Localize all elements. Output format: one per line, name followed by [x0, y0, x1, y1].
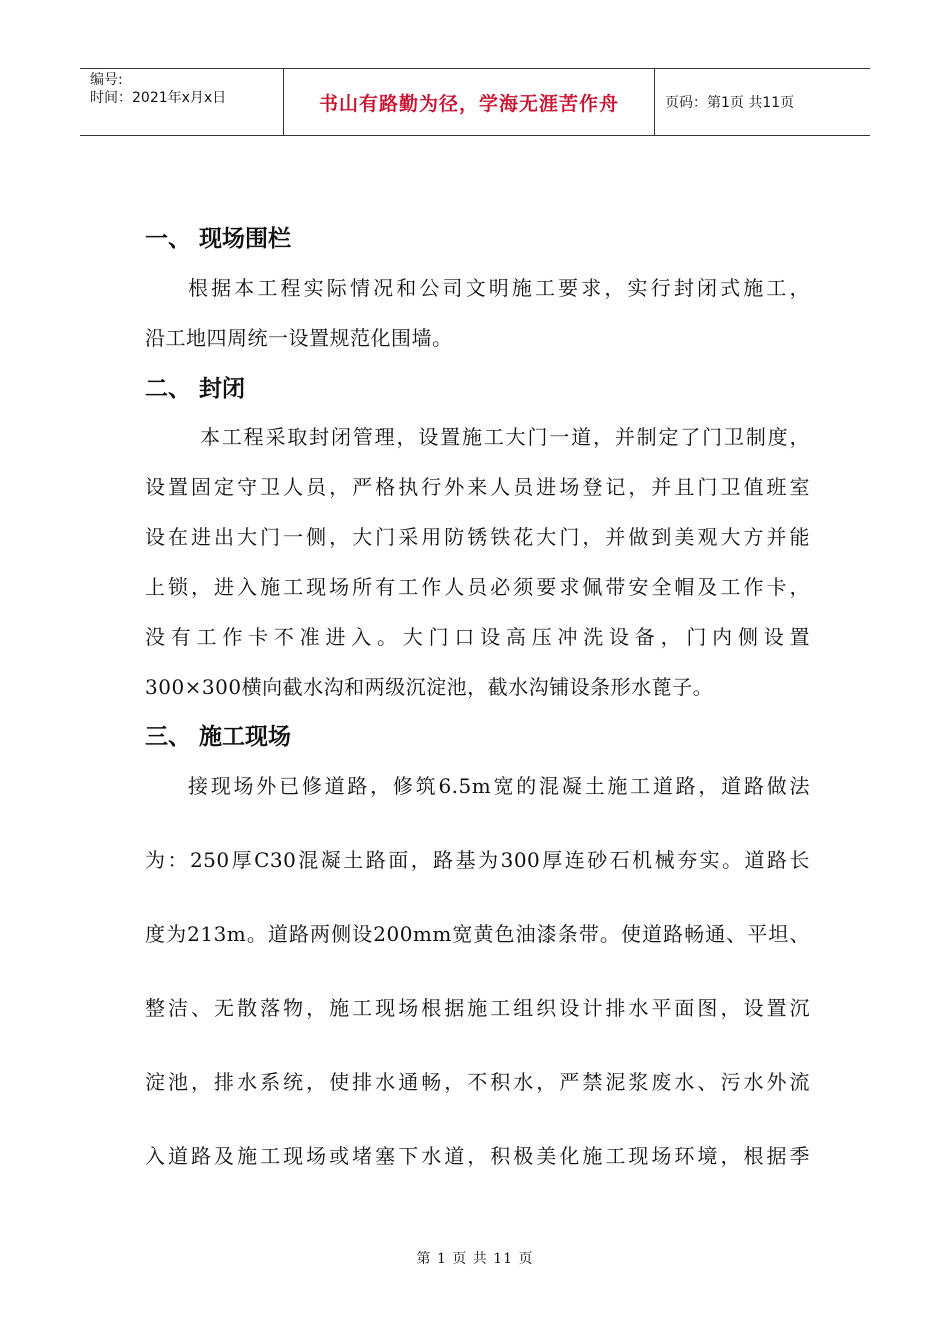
section-heading-enclosure: 二、 封闭	[145, 376, 246, 402]
paragraph-line: 根据本工程实际情况和公司文明施工要求，实行封闭式施工，	[188, 276, 810, 300]
paragraph-line: 沿工地四周统一设置规范化围墙。	[145, 326, 453, 350]
paragraph-line: 淀池，排水系统，使排水通畅，不积水，严禁泥浆废水、污水外流	[145, 1070, 810, 1094]
page-footer: 第 1 页 共 11 页	[416, 1251, 534, 1267]
paragraph-line: 接现场外已修道路，修筑6.5m宽的混凝土施工道路，道路做法	[188, 774, 810, 798]
paragraph-line: 本工程采取封闭管理，设置施工大门一道，并制定了门卫制度，	[200, 425, 810, 449]
paragraph-line: 为：250厚C30混凝土路面，路基为300厚连砂石机械夯实。道路长	[145, 848, 810, 872]
section-heading-fence: 一、 现场围栏	[145, 226, 292, 252]
header-meta-cell	[80, 69, 283, 135]
section-heading-site: 三、 施工现场	[145, 724, 292, 750]
motto-text: 书山有路勤为径，学海无涯苦作舟	[318, 92, 619, 115]
paragraph-line: 300×300横向截水沟和两级沉淀池，截水沟铺设条形水蓖子。	[145, 675, 714, 699]
number-label: 编号:	[90, 72, 123, 88]
paragraph-line: 设在进出大门一侧，大门采用防锈铁花大门，并做到美观大方并能	[145, 525, 810, 549]
paragraph-line: 上锁，进入施工现场所有工作人员必须要求佩带安全帽及工作卡，	[145, 575, 810, 599]
header-motto-cell	[283, 69, 655, 135]
paragraph-line: 设置固定守卫人员，严格执行外来人员进场登记，并且门卫值班室	[145, 475, 810, 499]
time-label: 时间：2021年x月x日	[90, 90, 227, 106]
header-page-cell	[655, 69, 870, 135]
document-header	[80, 68, 870, 136]
paragraph-line: 整洁、无散落物，施工现场根据施工组织设计排水平面图，设置沉	[145, 996, 810, 1020]
paragraph-line: 度为213m。道路两侧设200mm宽黄色油漆条带。使道路畅通、平坦、	[145, 922, 810, 946]
paragraph-line: 没有工作卡不准进入。大门口设高压冲洗设备，门内侧设置	[145, 625, 810, 649]
page-info: 页码：第1页 共11页	[665, 95, 795, 111]
paragraph-line: 入道路及施工现场或堵塞下水道，积极美化施工现场环境，根据季	[145, 1144, 810, 1168]
